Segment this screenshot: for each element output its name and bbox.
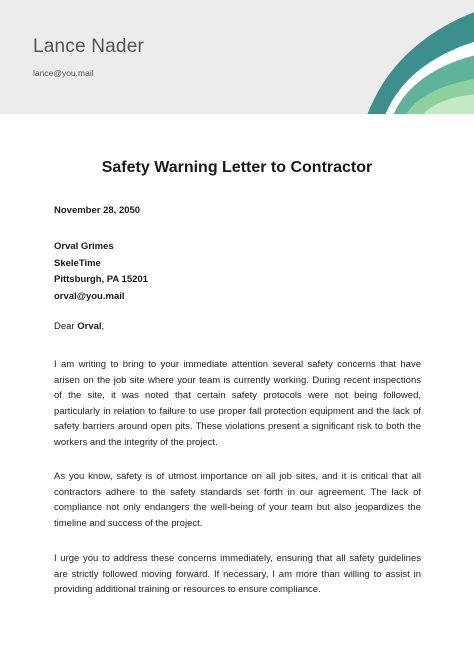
- salutation-prefix: Dear: [54, 321, 78, 332]
- recipient-address: Pittsburgh, PA 15201: [54, 274, 148, 285]
- recipient-name: Orval Grimes: [54, 241, 114, 252]
- letterhead: [0, 0, 474, 114]
- recipient-block: [54, 239, 148, 305]
- salutation-suffix: ,: [101, 321, 105, 332]
- body-paragraph: I urge you to address these concerns immediately, ensuring that all safety guidelines are strictly followed moving forward. If necessary, I am more than willing to assist in providing additional training or resources to ensure compliance.: [54, 553, 421, 596]
- decorative-swoosh-graphic: [0, 0, 474, 114]
- recipient-email: orval@you.mail: [54, 290, 125, 302]
- recipient-company: SkeleTime: [54, 257, 101, 269]
- body-paragraph: I am writing to bring to your immediate attention several safety concerns that have arisen on the job site where your team is currently working. During recent inspections of the site, it was noted that certain safety protocols were not being followed, particularly in relation to failure to use proper fall protection equipment and the lack of safety barriers around open pits. These violations present a significant risk to both the workers and the integrity of the project.: [54, 359, 421, 448]
- salutation: [54, 321, 104, 332]
- body-paragraph: As you know, safety is of utmost importance on all job sites, and it is critical that all contractors adhere to the safety standards set forth in our agreement. The lack of compliance not only endangers the well-being of your team but also jeopardizes the timeline and success of the project.: [54, 471, 421, 529]
- sender-email: lance@you.mail: [33, 68, 94, 78]
- letter-title: Safety Warning Letter to Contractor: [101, 159, 373, 176]
- letter-date: November 28, 2050: [54, 205, 141, 216]
- sender-name: Lance Nader: [33, 36, 144, 57]
- salutation-name: Orval: [77, 321, 102, 332]
